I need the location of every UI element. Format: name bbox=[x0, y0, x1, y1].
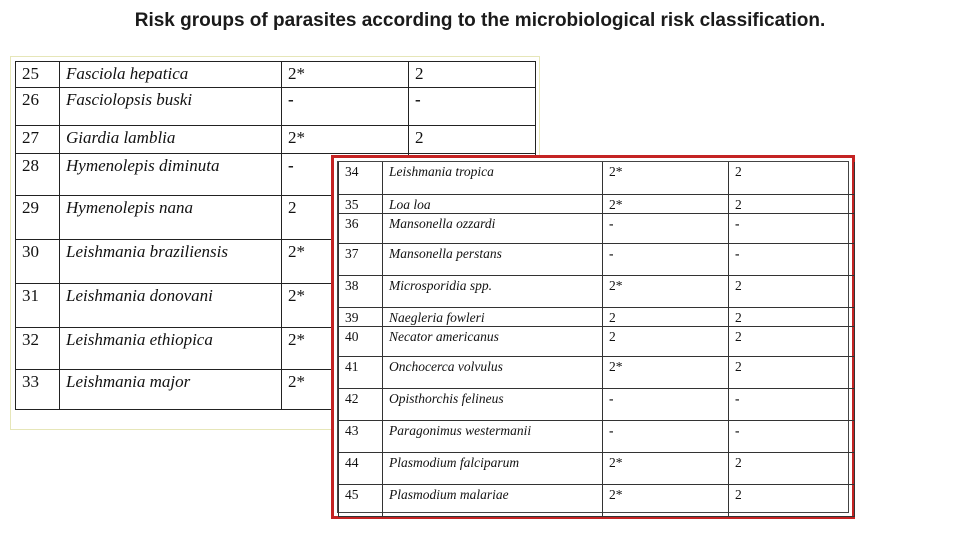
highlighted-table-panel bbox=[331, 155, 855, 519]
table-row bbox=[339, 213, 855, 243]
risk-group-2-cell: 2 bbox=[729, 275, 855, 307]
risk-group-1-cell: 2* bbox=[603, 484, 729, 516]
row-number-cell: 42 bbox=[339, 388, 383, 420]
risk-group-1-cell: - bbox=[603, 420, 729, 452]
parasite-name-cell: Plasmodium malariae bbox=[383, 484, 603, 516]
parasite-name-cell: Opisthorchis felineus bbox=[383, 388, 603, 420]
risk-group-1-cell: 2* bbox=[282, 240, 409, 284]
highlighted-table-frame bbox=[337, 161, 849, 513]
row-number-cell: 27 bbox=[16, 126, 60, 154]
row-number-cell: 34 bbox=[339, 162, 383, 194]
parasite-name-cell: Mansonella perstans bbox=[383, 243, 603, 275]
parasite-name-cell: Microsporidia spp. bbox=[383, 275, 603, 307]
risk-group-2-cell: 2 bbox=[729, 326, 855, 356]
risk-group-2-cell: - bbox=[729, 420, 855, 452]
parasite-name-cell: Naegleria fowleri bbox=[383, 307, 603, 326]
table-row bbox=[339, 388, 855, 420]
row-number-cell: 28 bbox=[16, 154, 60, 196]
risk-group-1-cell: 2* bbox=[603, 194, 729, 213]
risk-group-2-cell: 2 bbox=[729, 162, 855, 194]
risk-group-2-cell: - bbox=[729, 388, 855, 420]
risk-group-1-cell: 2* bbox=[282, 328, 409, 370]
risk-group-1-cell: 2* bbox=[282, 370, 409, 410]
parasite-name-cell: Onchocerca volvulus bbox=[383, 356, 603, 388]
table-row bbox=[339, 420, 855, 452]
row-number-cell: 31 bbox=[16, 284, 60, 328]
table-row bbox=[16, 88, 536, 126]
table-row bbox=[339, 243, 855, 275]
row-number-cell: 37 bbox=[339, 243, 383, 275]
parasite-name-cell: Fasciolopsis buski bbox=[60, 88, 282, 126]
risk-group-1-cell: 2 bbox=[603, 326, 729, 356]
row-number-cell: 30 bbox=[16, 240, 60, 284]
parasite-name-cell: Plasmodium falciparum bbox=[383, 452, 603, 484]
parasite-name-cell: Fasciola hepatica bbox=[60, 62, 282, 88]
risk-group-1-cell: - bbox=[282, 154, 409, 196]
row-number-cell: 32 bbox=[16, 328, 60, 370]
risk-group-1-cell: 2* bbox=[282, 62, 409, 88]
risk-group-1-cell: 2 bbox=[282, 196, 409, 240]
page-title: Risk groups of parasites according to the microbiological risk classification. bbox=[134, 10, 826, 31]
risk-group-1-cell: 2* bbox=[603, 356, 729, 388]
table-row bbox=[339, 275, 855, 307]
row-number-cell: 41 bbox=[339, 356, 383, 388]
parasite-name-cell: Leishmania major bbox=[60, 370, 282, 410]
table-row bbox=[339, 162, 855, 194]
parasite-name-cell: Hymenolepis nana bbox=[60, 196, 282, 240]
table-row bbox=[16, 62, 536, 88]
parasite-name-cell: Leishmania tropica bbox=[383, 162, 603, 194]
risk-group-2-cell: - bbox=[409, 88, 536, 126]
row-number-cell: 40 bbox=[339, 326, 383, 356]
row-number-cell: 33 bbox=[16, 370, 60, 410]
risk-group-1-cell: - bbox=[282, 88, 409, 126]
risk-group-1-cell: 2* bbox=[282, 284, 409, 328]
parasite-name-cell: Leishmania ethiopica bbox=[60, 328, 282, 370]
row-number-cell: 35 bbox=[339, 194, 383, 213]
parasite-name-cell: Giardia lamblia bbox=[60, 126, 282, 154]
parasite-name-cell: Paragonimus westermanii bbox=[383, 420, 603, 452]
risk-group-1-cell: 2* bbox=[603, 452, 729, 484]
table-row bbox=[339, 452, 855, 484]
parasite-name-cell: Hymenolepis diminuta bbox=[60, 154, 282, 196]
risk-group-1-cell: 2 bbox=[603, 307, 729, 326]
row-number-cell: 29 bbox=[16, 196, 60, 240]
risk-group-1-cell: - bbox=[603, 213, 729, 243]
risk-group-2-cell: 2 bbox=[729, 356, 855, 388]
risk-group-1-cell: - bbox=[603, 388, 729, 420]
risk-group-1-cell: 2* bbox=[603, 162, 729, 194]
risk-group-1-cell: - bbox=[603, 243, 729, 275]
right-parasite-table bbox=[338, 162, 855, 517]
row-number-cell: 44 bbox=[339, 452, 383, 484]
row-number-cell: 26 bbox=[16, 88, 60, 126]
row-number-cell: 39 bbox=[339, 307, 383, 326]
table-row bbox=[339, 307, 855, 326]
parasite-name-cell: Leishmania donovani bbox=[60, 284, 282, 328]
risk-group-2-cell: 2 bbox=[729, 307, 855, 326]
row-number-cell: 43 bbox=[339, 420, 383, 452]
risk-group-1-cell: 2* bbox=[282, 126, 409, 154]
risk-group-2-cell: - bbox=[729, 213, 855, 243]
parasite-name-cell: Loa loa bbox=[383, 194, 603, 213]
risk-group-2-cell: 2 bbox=[729, 484, 855, 516]
risk-group-2-cell: - bbox=[729, 243, 855, 275]
row-number-cell: 45 bbox=[339, 484, 383, 516]
table-row bbox=[16, 126, 536, 154]
parasite-name-cell: Necator americanus bbox=[383, 326, 603, 356]
parasite-name-cell: Mansonella ozzardi bbox=[383, 213, 603, 243]
risk-group-2-cell: 2 bbox=[409, 62, 536, 88]
risk-group-1-cell: 2* bbox=[603, 275, 729, 307]
risk-group-2-cell: 2 bbox=[409, 126, 536, 154]
risk-group-2-cell: 2 bbox=[729, 452, 855, 484]
risk-group-2-cell: 2 bbox=[729, 194, 855, 213]
parasite-name-cell: Leishmania braziliensis bbox=[60, 240, 282, 284]
table-row bbox=[339, 356, 855, 388]
row-number-cell: 36 bbox=[339, 213, 383, 243]
row-number-cell: 25 bbox=[16, 62, 60, 88]
table-row bbox=[339, 194, 855, 213]
table-row bbox=[339, 326, 855, 356]
table-row bbox=[339, 484, 855, 516]
row-number-cell: 38 bbox=[339, 275, 383, 307]
